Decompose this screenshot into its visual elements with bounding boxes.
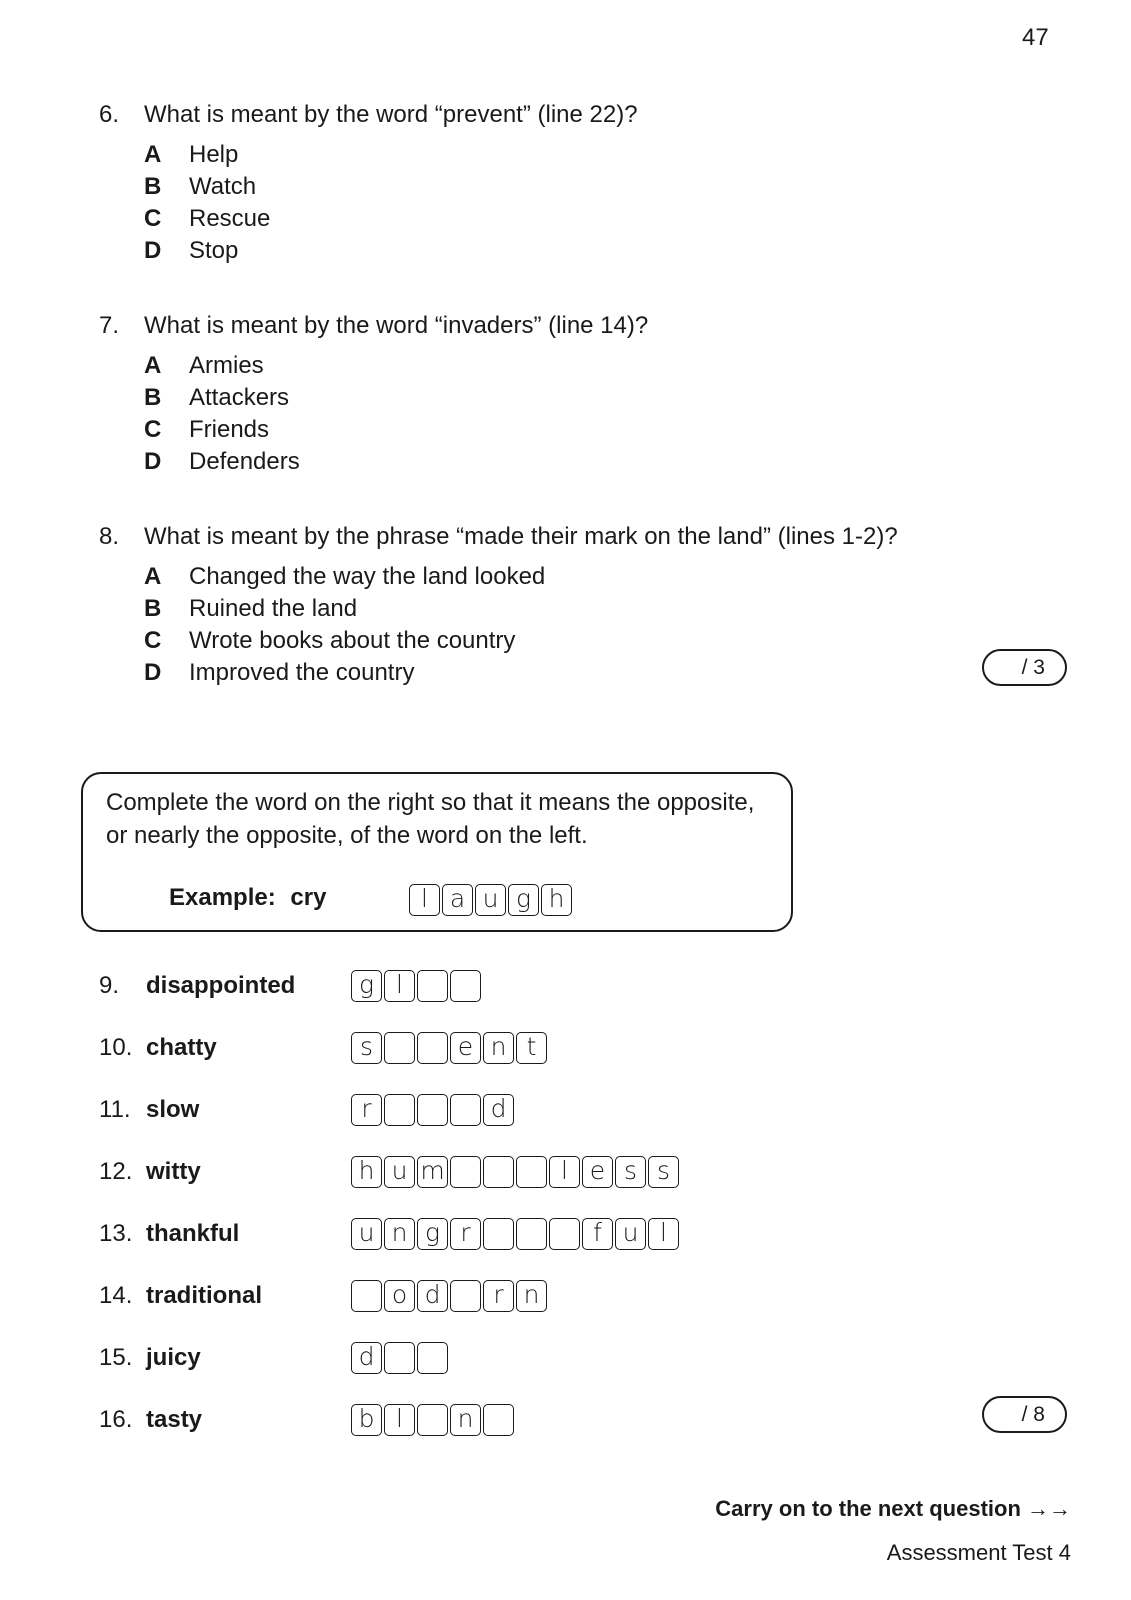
option-c[interactable]: [144, 203, 638, 235]
letter-boxes: [351, 1404, 516, 1436]
option-letter: D: [144, 237, 162, 264]
question-number: 13.: [99, 1220, 133, 1247]
question-text: What is meant by the word “invaders” (line 14)?: [144, 312, 649, 339]
option-text: Rescue: [189, 205, 271, 232]
letter-box: h: [351, 1156, 382, 1188]
option-a[interactable]: [144, 561, 898, 593]
option-letter: A: [144, 563, 162, 590]
letter-box: f: [582, 1218, 613, 1250]
letter-box: s: [648, 1156, 679, 1188]
letter-box-blank[interactable]: [483, 1218, 514, 1250]
example-word: cry: [290, 884, 327, 911]
letter-box: h: [541, 884, 572, 916]
letter-box-blank[interactable]: [384, 1094, 415, 1126]
instruction-text: Complete the word on the right so that it means the opposite, or nearly the opposite, of the word on the left.: [106, 789, 755, 849]
question-text: What is meant by the word “prevent” (line 22)?: [144, 101, 638, 128]
given-word: juicy: [146, 1344, 201, 1371]
letter-boxes: [351, 1342, 450, 1374]
letter-box: g: [417, 1218, 448, 1250]
question-6: [99, 101, 638, 267]
question-number: 6.: [99, 101, 120, 128]
letter-box: m: [417, 1156, 448, 1188]
given-word: tasty: [146, 1406, 203, 1433]
question-number: 12.: [99, 1158, 133, 1185]
letter-box-blank[interactable]: [417, 1032, 448, 1064]
letter-box: u: [384, 1156, 415, 1188]
letter-box: g: [351, 970, 382, 1002]
letter-box: u: [351, 1218, 382, 1250]
letter-box-blank[interactable]: [450, 1156, 481, 1188]
question-number: 7.: [99, 312, 120, 339]
letter-box: a: [442, 884, 473, 916]
letter-box-blank[interactable]: [384, 1342, 415, 1374]
letter-box: l: [384, 970, 415, 1002]
question-number: 10.: [99, 1034, 133, 1061]
letter-box-blank[interactable]: [549, 1218, 580, 1250]
letter-boxes: [351, 1280, 549, 1312]
letter-box: n: [450, 1404, 481, 1436]
letter-box-blank[interactable]: [384, 1032, 415, 1064]
option-text: Watch: [189, 173, 257, 200]
letter-box: d: [351, 1342, 382, 1374]
letter-box-blank[interactable]: [516, 1218, 547, 1250]
letter-box-blank[interactable]: [417, 1404, 448, 1436]
letter-box-blank[interactable]: [450, 970, 481, 1002]
example-prefix: Example:: [169, 884, 276, 911]
option-c[interactable]: [144, 414, 648, 446]
instruction-box: [81, 772, 793, 932]
option-letter: B: [144, 384, 162, 411]
option-a[interactable]: [144, 139, 638, 171]
score-box[interactable]: / 8: [982, 1396, 1067, 1433]
letter-box: n: [384, 1218, 415, 1250]
question-7: [99, 312, 648, 478]
letter-box: b: [351, 1404, 382, 1436]
letter-box: l: [409, 884, 440, 916]
option-text: Defenders: [189, 448, 300, 475]
letter-box: d: [417, 1280, 448, 1312]
letter-box: r: [351, 1094, 382, 1126]
given-word: disappointed: [146, 972, 296, 999]
option-text: Attackers: [189, 384, 290, 411]
option-d[interactable]: [144, 446, 648, 478]
letter-box: s: [351, 1032, 382, 1064]
given-word: witty: [146, 1158, 201, 1185]
letter-box-blank[interactable]: [417, 1094, 448, 1126]
option-d[interactable]: [144, 657, 898, 689]
letter-box: r: [483, 1280, 514, 1312]
letter-box-blank[interactable]: [483, 1156, 514, 1188]
answer-options: [144, 561, 898, 689]
letter-boxes: [351, 1032, 549, 1064]
question-text: What is meant by the phrase “made their mark on the land” (lines 1-2)?: [144, 523, 898, 550]
letter-box: e: [450, 1032, 481, 1064]
option-text: Armies: [189, 352, 264, 379]
option-text: Wrote books about the country: [189, 627, 516, 654]
option-letter: B: [144, 173, 162, 200]
question-8: [99, 523, 898, 689]
given-word: thankful: [146, 1220, 240, 1247]
letter-box-blank[interactable]: [450, 1280, 481, 1312]
letter-box: u: [615, 1218, 646, 1250]
letter-box: g: [508, 884, 539, 916]
letter-box: t: [516, 1032, 547, 1064]
option-letter: D: [144, 659, 162, 686]
option-letter: A: [144, 352, 162, 379]
option-letter: C: [144, 627, 162, 654]
letter-box: s: [615, 1156, 646, 1188]
question-number: 16.: [99, 1406, 133, 1433]
option-a[interactable]: [144, 350, 648, 382]
letter-box-blank[interactable]: [351, 1280, 382, 1312]
letter-boxes: [351, 970, 483, 1002]
example-label: [169, 884, 326, 912]
letter-box: o: [384, 1280, 415, 1312]
option-letter: A: [144, 141, 162, 168]
footer-title: Assessment Test 4: [886, 1540, 1071, 1565]
letter-box-blank[interactable]: [417, 1342, 448, 1374]
letter-box: n: [516, 1280, 547, 1312]
option-text: Stop: [189, 237, 239, 264]
letter-box: l: [384, 1404, 415, 1436]
page-number: 47: [1022, 24, 1049, 51]
letter-boxes: [351, 1218, 681, 1250]
answer-options: [144, 350, 648, 478]
letter-boxes: [351, 1156, 681, 1188]
option-text: Changed the way the land looked: [189, 563, 546, 590]
question-number: 15.: [99, 1344, 133, 1371]
question-number: 14.: [99, 1282, 133, 1309]
option-letter: C: [144, 416, 162, 443]
given-word: traditional: [146, 1282, 263, 1309]
letter-box: n: [483, 1032, 514, 1064]
question-number: 8.: [99, 523, 120, 550]
option-b[interactable]: [144, 382, 648, 414]
option-text: Ruined the land: [189, 595, 358, 622]
option-c[interactable]: [144, 625, 898, 657]
option-d[interactable]: [144, 235, 638, 267]
letter-box: r: [450, 1218, 481, 1250]
option-letter: C: [144, 205, 162, 232]
given-word: chatty: [146, 1034, 217, 1061]
answer-options: [144, 139, 638, 267]
letter-box: l: [648, 1218, 679, 1250]
option-b[interactable]: [144, 593, 898, 625]
letter-box-blank[interactable]: [450, 1094, 481, 1126]
letter-box: e: [582, 1156, 613, 1188]
given-word: slow: [146, 1096, 200, 1123]
carry-on-text: Carry on to the next question →→: [715, 1496, 1071, 1521]
option-text: Help: [189, 141, 239, 168]
option-text: Friends: [189, 416, 270, 443]
letter-box-blank[interactable]: [516, 1156, 547, 1188]
question-number: 11.: [99, 1096, 131, 1123]
letter-box-blank[interactable]: [417, 970, 448, 1002]
option-letter: B: [144, 595, 162, 622]
option-b[interactable]: [144, 171, 638, 203]
option-letter: D: [144, 448, 162, 475]
option-text: Improved the country: [189, 659, 415, 686]
letter-box: l: [549, 1156, 580, 1188]
letter-box-blank[interactable]: [483, 1404, 514, 1436]
example-letter-boxes: [409, 884, 574, 916]
letter-boxes: [351, 1094, 516, 1126]
question-number: 9.: [99, 972, 120, 999]
letter-box: d: [483, 1094, 514, 1126]
letter-box: u: [475, 884, 506, 916]
score-box[interactable]: / 3: [982, 649, 1067, 686]
